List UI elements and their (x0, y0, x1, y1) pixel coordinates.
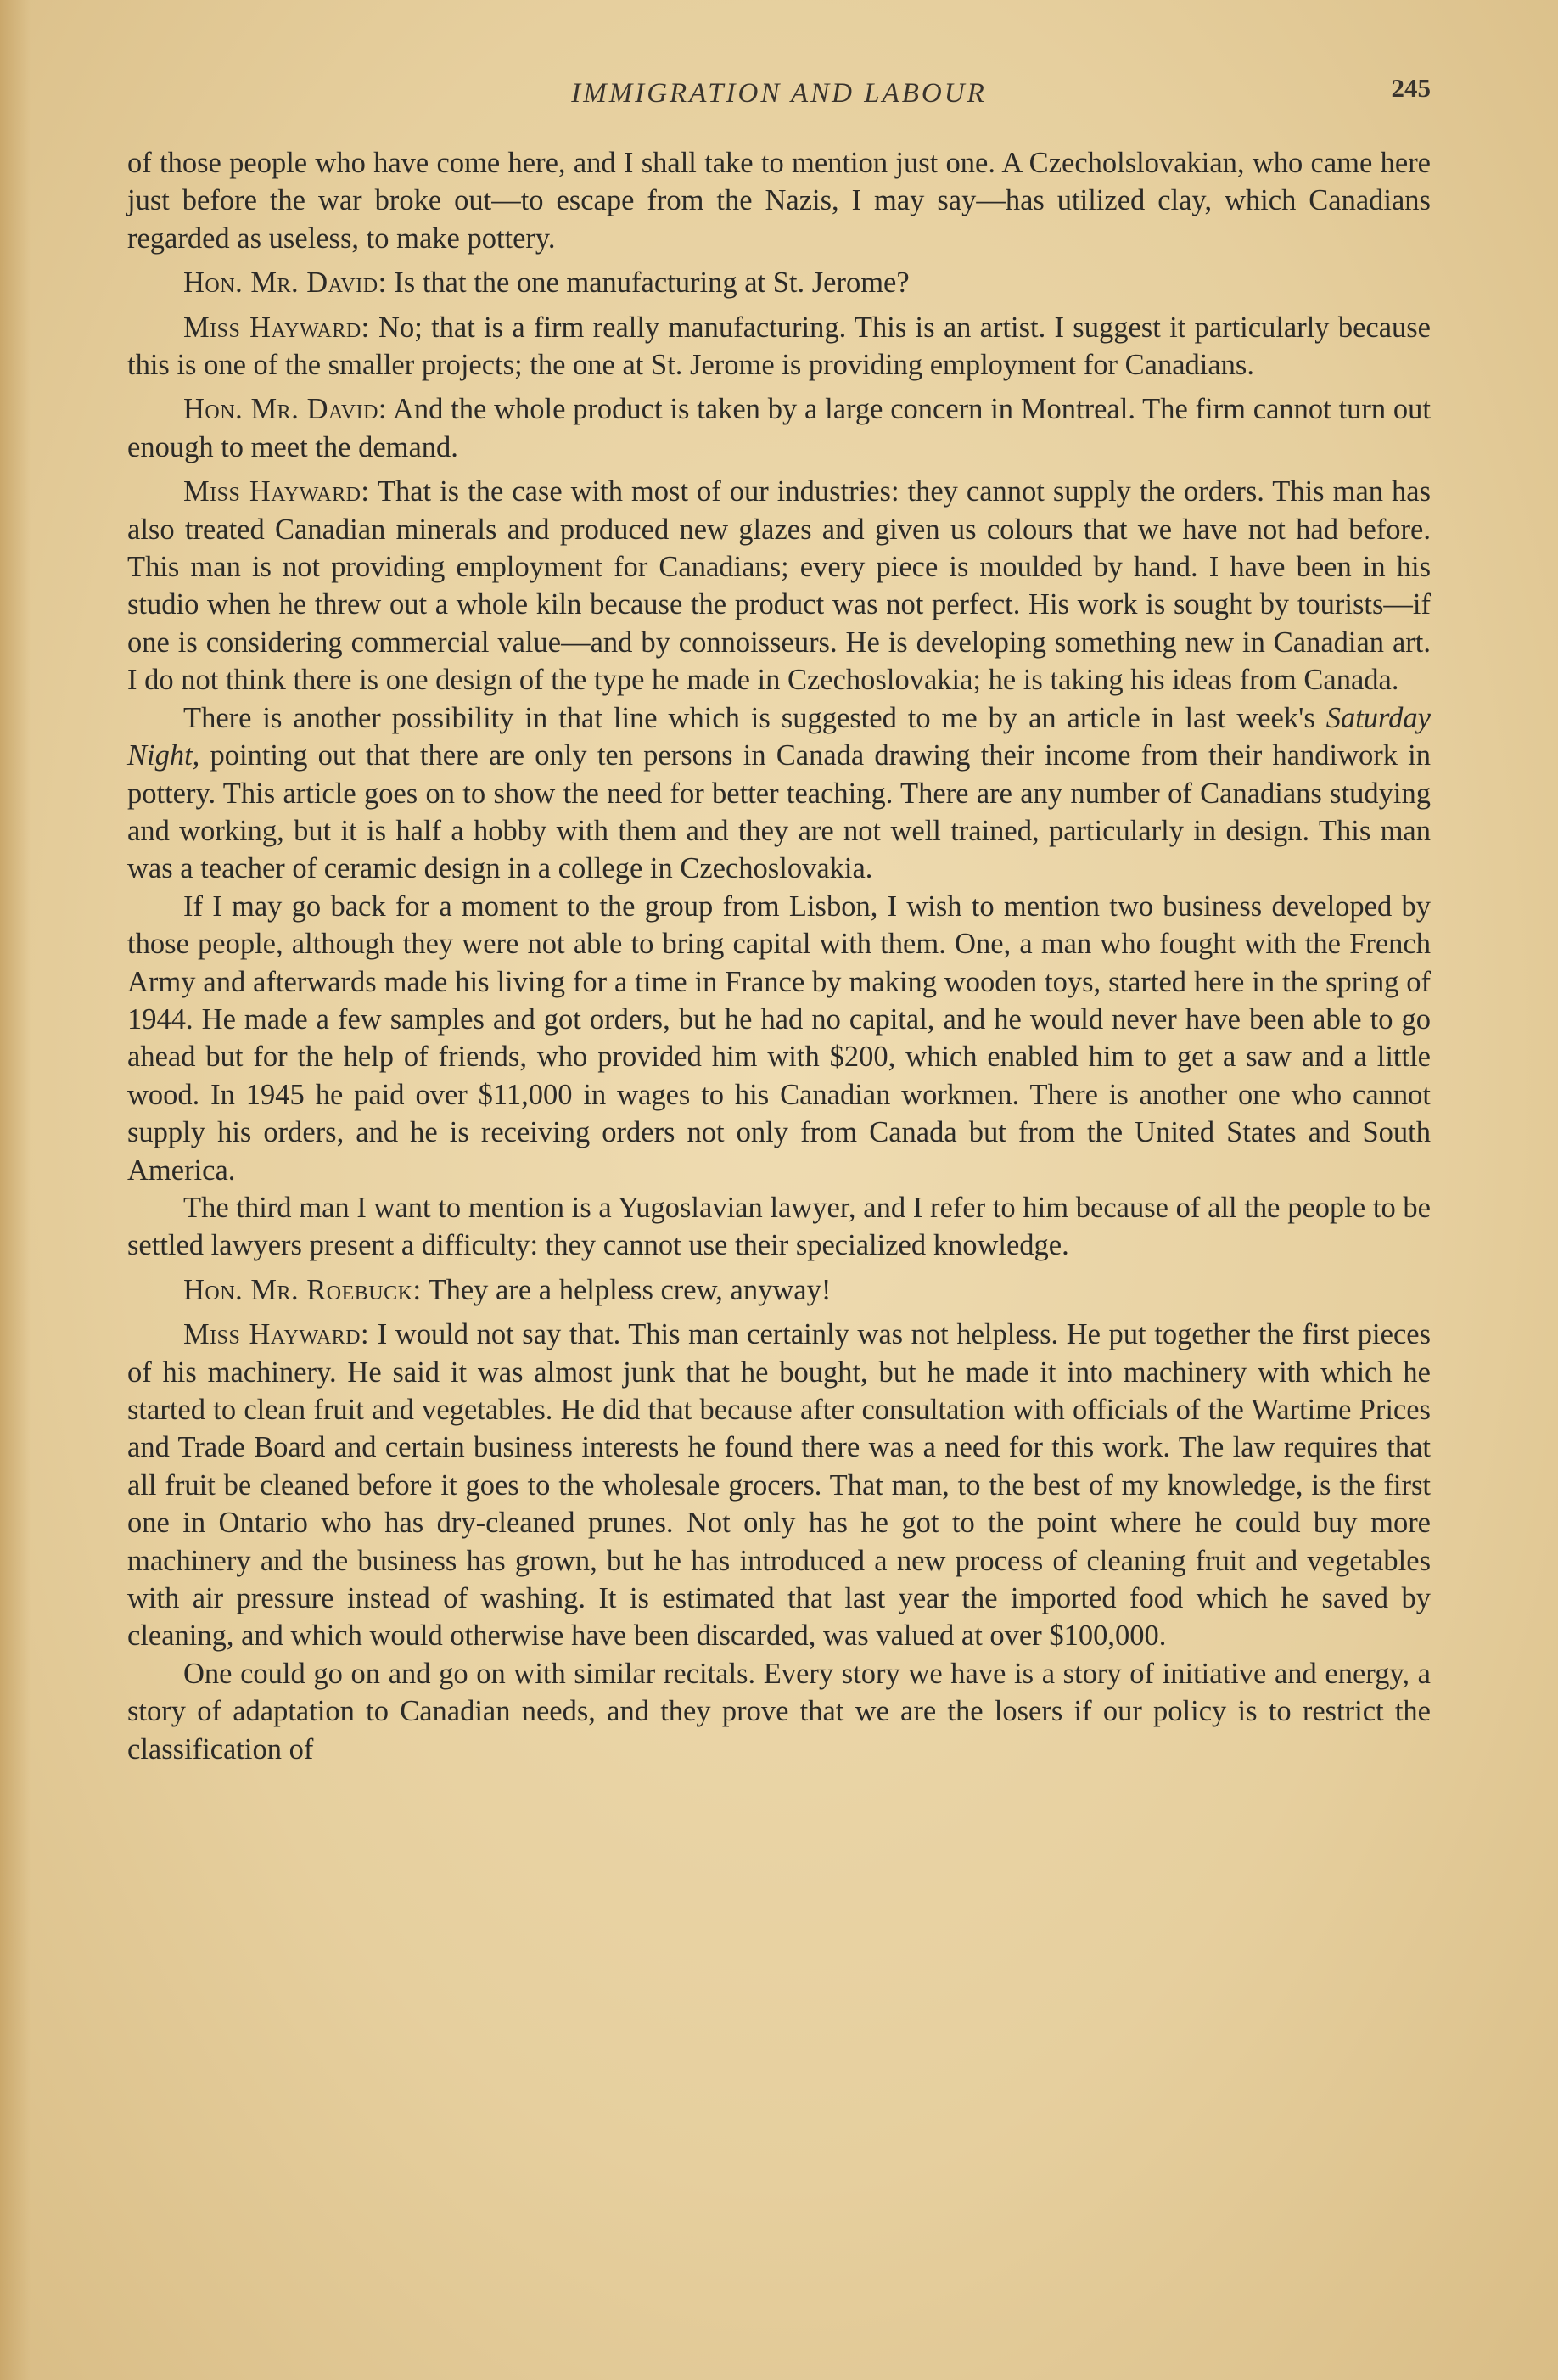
speaker: Miss Hayward: (183, 475, 370, 508)
speaker: Hon. Mr. David: (183, 393, 388, 426)
speaker: Hon. Mr. David: (183, 267, 387, 300)
body-text (127, 144, 1431, 1768)
page-header (127, 71, 1431, 122)
paragraph: Hon. Mr. David: And the whole product is taken by a large concern in Montreal. The firm cannot turn out enough to meet the demand. (127, 393, 1431, 463)
speaker: Miss Hayward: (183, 1318, 370, 1351)
speaker: Miss Hayward: (183, 311, 370, 344)
paragraph: Hon. Mr. David: Is that the one manufacturing at St. Jerome? (183, 267, 910, 300)
paragraph: There is another possibility in that line which is suggested to me by an article in last week's Saturday Night, pointing out that there are only ten persons in Canada drawing their income from their handiwork in pottery. This article goes on to show the need for better teaching. There are any number of Canadians studying and working, but it is half a hobby with them and they are not well trained, particularly in design. This man was a teacher of ceramic design in a college in Czechoslovakia. (127, 701, 1431, 885)
paragraph: Miss Hayward: No; that is a firm really manufacturing. This is an artist. I suggest it particularly because this is one of the smaller projects; the one at St. Jerome is providing employment for Canadians. (127, 311, 1431, 382)
paragraph: One could go on and go on with similar recitals. Every story we have is a story of initiative and energy, a story of adaptation to Canadian needs, and they prove that we are the losers if our policy is to restrict the classification of (127, 1657, 1431, 1765)
publication-title: Saturday Night, (127, 701, 1431, 772)
paragraph: Miss Hayward: That is the case with most of our industries: they cannot supply the orders. This man has also treated Canadian minerals and produced new glazes and given us colours that we have not had before. This man is not providing employment for Canadians; every piece is moulded by hand. I have been in his studio when he threw out a whole kiln because the product was not perfect. His work is sought by tourists—if one is considering commercial value—and by connoisseurs. He is developing something new in Canadian art. I do not think there is one design of the type he made in Czechoslovakia; he is taking his ideas from Canada. (127, 475, 1431, 697)
speaker: Hon. Mr. Roebuck: (183, 1273, 422, 1306)
paragraph: If I may go back for a moment to the group from Lisbon, I wish to mention two business developed by those people, although they were not able to bring capital with them. One, a man who fought with the French Army and afterwards made his living for a time in France by making wooden toys, started here in the spring of 1944. He made a few samples and got orders, but he had no capital, and he would never have been able to go ahead but for the help of friends, who provided him with $200, which enabled him to get a saw and a little wood. In 1945 he paid over $11,000 in wages to his Canadian workmen. There is another one who cannot supply his orders, and he is receiving orders not only from Canada but from the United States and South America. (127, 890, 1431, 1187)
paragraph: The third man I want to mention is a Yugoslavian lawyer, and I refer to him because of all the people to be settled lawyers present a difficulty: they cannot use their specialized knowledge. (127, 1191, 1431, 1262)
page-number: 245 (1391, 73, 1431, 103)
running-head: IMMIGRATION AND LABOUR (571, 78, 987, 109)
paragraph: Hon. Mr. Roebuck: They are a helpless crew, anyway! (183, 1273, 832, 1306)
paragraph: of those people who have come here, and I shall take to mention just one. A Czecholslovakian, who came here just before the war broke out—to escape from the Nazis, I may say—has utilized clay, which Canadians regarded as useless, to make pottery. (127, 147, 1431, 255)
page-spine-shadow (0, 0, 31, 2380)
paragraph: Miss Hayward: I would not say that. This man certainly was not helpless. He put together the first pieces of his machinery. He said it was almost junk that he bought, but he made it into machinery with which he started to clean fruit and vegetables. He did that because after consultation with officials of the Wartime Prices and Trade Board and certain business interests he found there was a need for this work. The law requires that all fruit be cleaned before it goes to the wholesale grocers. That man, to the best of my knowledge, is the first one in Ontario who has dry-cleaned prunes. Not only has he got to the point where he could buy more machinery and the business has grown, but he has introduced a new process of cleaning fruit and vegetables with air pressure instead of washing. It is estimated that last year the imported food which he saved by cleaning, and which would otherwise have been discarded, was valued at over $100,000. (127, 1318, 1431, 1653)
